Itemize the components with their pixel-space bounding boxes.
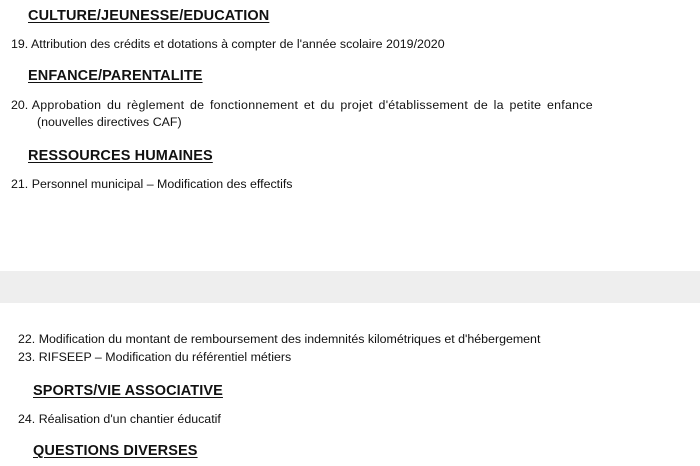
page-separator [0,271,700,303]
item-number: 23. [18,350,36,364]
agenda-item-20 [11,97,593,131]
agenda-item-19 [11,36,445,53]
section-heading-enfance: ENFANCE/PARENTALITE [28,68,203,84]
item-number: 19. [11,37,29,51]
item-text: Approbation du règlement de fonctionnement et du projet d'établissement de la petite enfance [31,98,593,112]
item-number: 20. [11,98,29,112]
item-text: Attribution des crédits et dotations à compter de l'année scolaire 2019/2020 [31,37,445,51]
section-heading-questions: QUESTIONS DIVERSES [33,443,198,459]
item-number: 24. [18,412,36,426]
item-number: 21. [11,177,29,191]
agenda-item-24 [18,411,221,428]
item-text: RIFSEEP – Modification du référentiel métiers [38,350,292,364]
agenda-item-23 [18,349,291,366]
item-text: Personnel municipal – Modification des effectifs [31,177,293,191]
item-text: Modification du montant de remboursement des indemnités kilométriques et d'hébergement [38,332,541,346]
item-text: Réalisation d'un chantier éducatif [38,412,221,426]
item-number: 22. [18,332,36,346]
item-text-continuation: (nouvelles directives CAF) [37,115,182,129]
section-heading-culture: CULTURE/JEUNESSE/EDUCATION [28,8,270,24]
agenda-item-21 [11,176,293,193]
agenda-item-22 [18,331,540,348]
section-heading-ressources: RESSOURCES HUMAINES [28,148,213,164]
section-heading-sports: SPORTS/VIE ASSOCIATIVE [33,383,223,399]
